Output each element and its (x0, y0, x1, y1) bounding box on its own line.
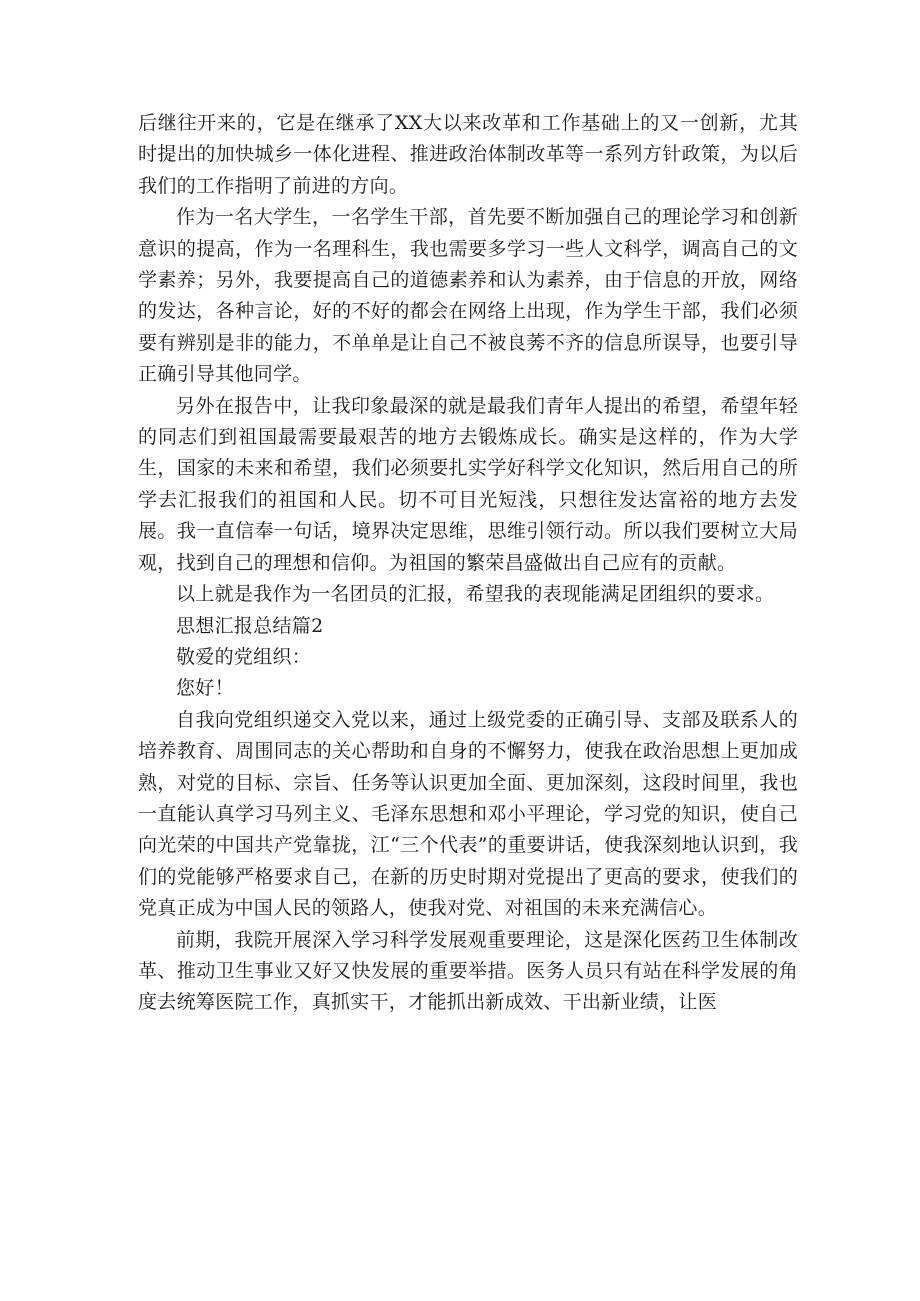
paragraph-2: 作为一名大学生，一名学生干部，首先要不断加强自己的理论学习和创新意识的提高，作为一名理科生，我也需要多学习一些人文科学，调高自己的文学素养；另外，我要提高自己的道德素养和认为素养，由于信息的开放，网络的发达，各种言论，好的不好的都会在网络上出现，作为学生干部，我们必须要有辨别是非的能力，不单单是让自己不被良莠不齐的信息所误导，也要引导正确引导其他同学。 (138, 206, 798, 386)
paragraph-6: 前期，我院开展深入学习科学发展观重要理论，这是深化医药卫生体制改革、推动卫生事业又好又快发展的重要举措。医务人员只有站在科学发展的角度去统筹医院工作，真抓实干，才能抓出新成效、干出新业绩，让医 (138, 928, 798, 1014)
salutation: 敬爱的党组织： (176, 645, 312, 668)
paragraph-1: 后继往开来的，它是在继承了XX大以来改革和工作基础上的又一创新，尤其时提出的加快城乡一体化进程、推进政治体制改革等一系列方针政策，为以后我们的工作指明了前进的方向。 (138, 112, 798, 197)
paragraph-3: 另外在报告中，让我印象最深的就是最我们青年人提出的希望，希望年轻的同志们到祖国最需要最艰苦的地方去锻炼成长。确实是这样的，作为大学生，国家的未来和希望，我们必须要扎实学好科学文化知识，然后用自己的所学去汇报我们的祖国和人民。切不可目光短浅，只想往发达富裕的地方去发展。我一直信奉一句话，境界决定思维，思维引领行动。所以我们要树立大局观，找到自己的理想和信仰。为祖国的繁荣昌盛做出自己应有的贡献。 (138, 394, 798, 574)
paragraph-5: 自我向党组织递交入党以来，通过上级党委的正确引导、支部及联系人的培养教育、周围同志的关心帮助和自身的不懈努力，使我在政治思想上更加成熟，对党的目标、宗旨、任务等认识更加全面、更加深刻，这段时间里，我也一直能认真学习马列主义、毛泽东思想和邓小平理论，学习党的知识，使自己向光荣的中国共产党靠拢，江“三个代表”的重要讲话，使我深刻地认识到，我们的党能够严格要求自己，在新的历史时期对党提出了更高的要求，使我们的党真正成为中国人民的领路人，使我对党、对祖国的未来充满信心。 (138, 708, 798, 920)
paragraph-4: 以上就是我作为一名团员的汇报，希望我的表现能满足团组织的要求。 (176, 583, 775, 606)
greeting: 您好！ (176, 677, 234, 700)
document-page (138, 108, 798, 1019)
section-heading: 思想汇报总结篇2 (176, 614, 324, 637)
